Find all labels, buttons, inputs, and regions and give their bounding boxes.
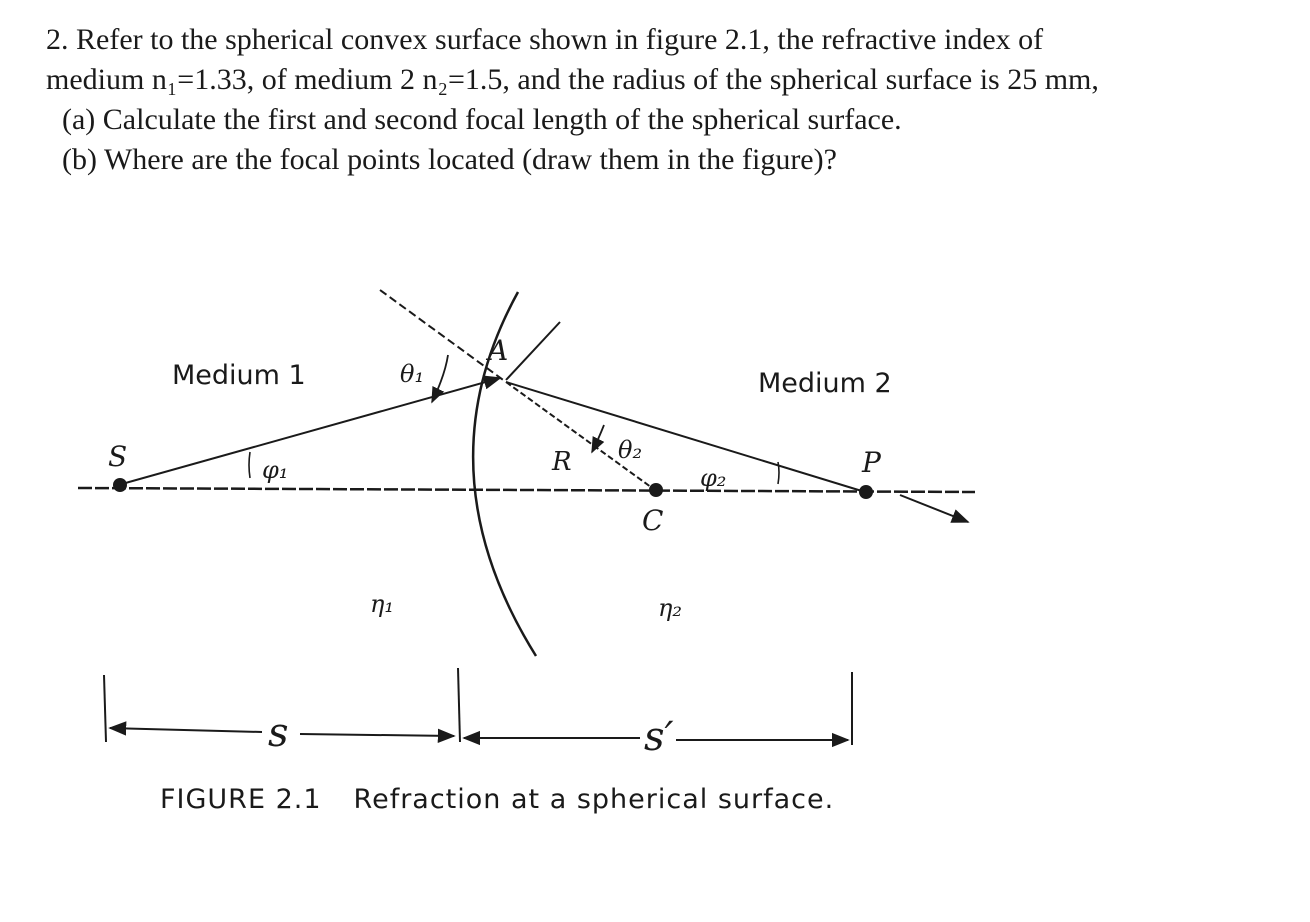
medium1-label: Medium 1 — [172, 360, 306, 391]
problem-part-a: (a) Calculate the first and second focal length of the spherical surface. — [62, 103, 902, 136]
label-n2: η₂ — [658, 594, 682, 622]
phi1-arc — [249, 452, 250, 478]
problem-line-2: medium n₁=1.33, of medium 2 n₂=1.5, and the radius of the spherical surface is 25 mm, — [46, 63, 1099, 96]
caption-text: Refraction at a spherical surface. — [353, 784, 835, 815]
tick-middle — [458, 668, 460, 742]
incident-ray — [122, 378, 500, 484]
phi2-arc — [778, 462, 779, 484]
label-A: A — [488, 334, 509, 367]
problem-line-1: 2. Refer to the spherical convex surface shown in figure 2.1, the refractive index of — [46, 23, 1044, 56]
label-s: s — [268, 710, 289, 756]
label-S: S — [108, 440, 128, 473]
caption-number: FIGURE 2.1 — [160, 784, 322, 815]
label-phi2: φ₂ — [700, 464, 727, 492]
optical-axis — [78, 488, 975, 492]
label-theta1: θ₁ — [400, 360, 425, 388]
label-phi1: φ₁ — [262, 456, 289, 484]
tick-left — [104, 675, 106, 742]
axis-arrow — [900, 495, 968, 522]
normal-extension — [506, 322, 560, 380]
s-dimension-left — [110, 728, 262, 732]
label-n1: η₁ — [370, 590, 394, 618]
point-C-dot — [649, 483, 663, 497]
medium2-label: Medium 2 — [758, 368, 892, 399]
label-C: C — [642, 504, 664, 537]
label-theta2: θ₂ — [618, 436, 643, 464]
label-R: R — [552, 447, 572, 477]
point-P-dot — [859, 485, 873, 499]
label-s-prime: s′ — [644, 714, 674, 760]
problem-part-b: (b) Where are the focal points located (draw them in the figure)? — [62, 143, 837, 176]
point-S-dot — [113, 478, 127, 492]
label-P: P — [862, 446, 881, 479]
figure-caption — [160, 784, 920, 815]
s-dimension-right — [300, 734, 454, 736]
